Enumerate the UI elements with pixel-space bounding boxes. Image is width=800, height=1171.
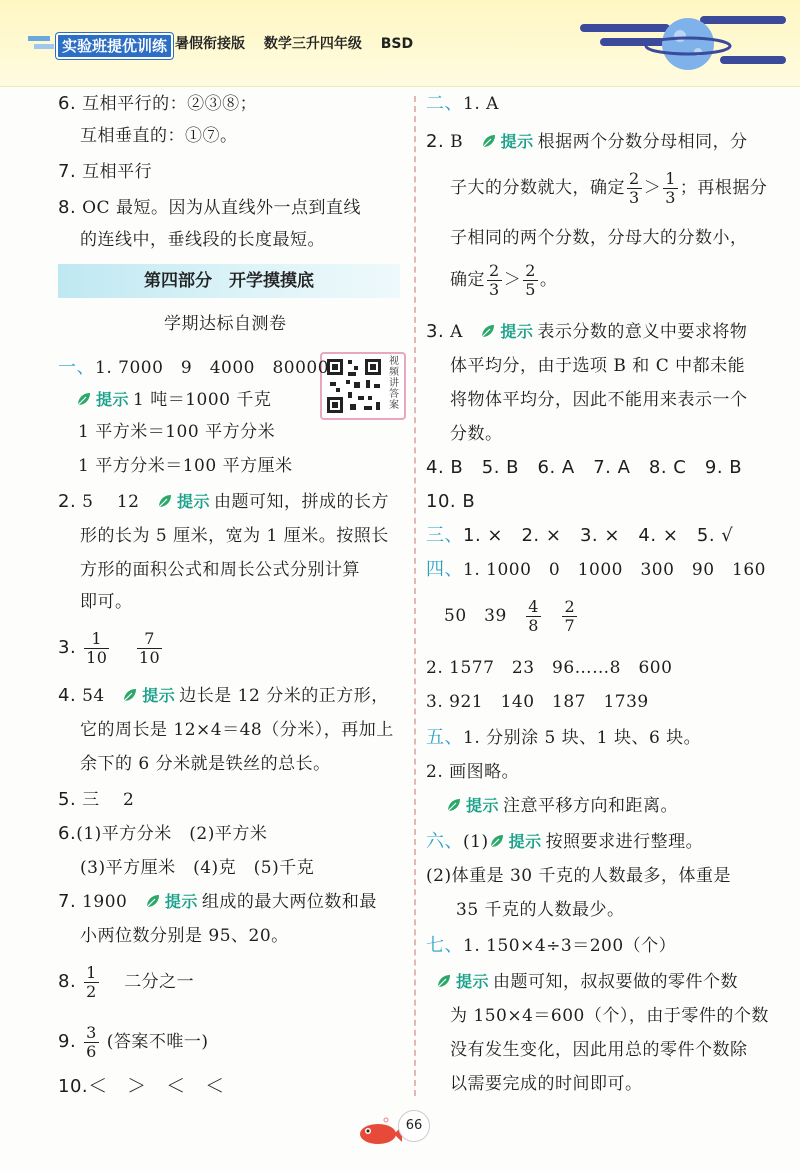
- brand-title: 实验班提优训练: [56, 33, 173, 59]
- leaf-icon: [122, 687, 138, 703]
- answer-line: 8. OC 最短。因为从直线外一点到直线: [58, 197, 361, 218]
- answer-line: 10. B: [426, 491, 476, 512]
- fraction: $\frac{4}{8}$: [528, 597, 539, 635]
- column-divider: [414, 96, 416, 1096]
- answer-line: 互相垂直的：①⑦。: [80, 126, 238, 146]
- answer-line: 方形的面积公式和周长公式分别计算: [80, 560, 360, 580]
- fraction: $\frac{1}{2}$: [86, 963, 97, 1001]
- qr-caption: 视频讲答案: [389, 356, 399, 411]
- answer-line: 2. 画图略。: [426, 762, 520, 782]
- answer-line: 5. 三 2: [58, 789, 135, 810]
- leaf-icon: [446, 797, 462, 813]
- answer-line: 的连线中，垂线段的长度最短。: [80, 230, 325, 250]
- answer-line: 4. B 5. B 6. A 7. A 8. C 9. B: [426, 457, 743, 478]
- answer-line: 七、1. 150×4÷3＝200（个）: [426, 935, 677, 956]
- answer-line: 子大的分数就大，确定 $\frac{2}{3}$ ＞ $\frac{1}{3}$ ；再根据分: [450, 169, 768, 207]
- page-number: 66: [398, 1110, 430, 1142]
- answer-line: 3. 921 140 187 1739: [426, 692, 649, 712]
- decoration-icon: [28, 32, 54, 58]
- qr-code[interactable]: [320, 352, 406, 420]
- header-subtitle: [175, 33, 427, 55]
- fraction: $\frac{1}{3}$: [665, 169, 676, 207]
- answer-line: 1 平方米＝100 平方分米: [78, 422, 276, 442]
- answer-line: 小两位数分别是 95、20。: [80, 926, 289, 946]
- answer-line: 即可。: [80, 592, 133, 612]
- answer-line: (2)体重是 30 千克的人数最多，体重是: [426, 866, 732, 886]
- fraction: $\frac{2}{7}$: [564, 597, 576, 635]
- answer-line: 35 千克的人数最少。: [456, 900, 625, 920]
- answer-line: 五、1. 分别涂 5 块、1 块、6 块。: [426, 727, 702, 748]
- answer-line: 2. 1577 23 96……8 600: [426, 658, 673, 678]
- leaf-icon: [76, 391, 92, 407]
- answer-line: 1 平方分米＝100 平方厘米: [78, 456, 293, 476]
- hint-line: 提示 由题可知，叔叔要做的零件个数: [436, 970, 738, 994]
- leaf-icon: [157, 493, 173, 509]
- part-title-banner: 第四部分 开学摸摸底: [58, 264, 400, 298]
- leaf-icon: [481, 133, 497, 149]
- qr-code-icon: [324, 356, 384, 416]
- answer-line: 为 150×4＝600（个），由于零件的个数: [450, 1006, 769, 1026]
- hint-line: 提示 注意平移方向和距离。: [446, 794, 678, 818]
- fraction: $\frac{2}{3}$: [629, 169, 640, 207]
- answer-line: 体平均分，由于选项 B 和 C 中都未能: [450, 356, 746, 376]
- answer-line: 分数。: [450, 424, 503, 444]
- planet-illustration-icon: [580, 6, 790, 82]
- answer-line: 二、1. A: [426, 93, 499, 114]
- answer-line: 7. 互相平行: [58, 161, 153, 182]
- answer-line: 6.(1)平方分米 (2)平方米: [58, 823, 268, 844]
- answer-line: 将物体平均分，因此不能用来表示一个: [450, 390, 748, 410]
- answer-line: (3)平方厘米 (4)克 (5)千克: [80, 858, 315, 878]
- answer-line: 9. $\frac{3}{6}$ (答案不唯一): [58, 1023, 209, 1061]
- answer-line: 一、1. 7000 9 4000 80000: [58, 357, 330, 378]
- answer-line: 10.＜ ＞ ＜ ＜: [58, 1075, 225, 1097]
- fish-mascot-icon: [356, 1114, 402, 1148]
- fraction: $\frac{1}{10}$: [86, 629, 108, 667]
- fraction: $\frac{7}{10}$: [138, 629, 161, 667]
- answer-line: 余下的 6 分米就是铁丝的总长。: [80, 754, 331, 774]
- answer-line: 没有发生变化，因此用总的零件个数除: [450, 1040, 748, 1060]
- answer-line: 50 39 $\frac{4}{8}$ $\frac{2}{7}$: [444, 597, 576, 635]
- answer-line: 3. $\frac{1}{10}$ $\frac{7}{10}$: [58, 629, 161, 667]
- leaf-icon: [480, 323, 496, 339]
- answer-line: 4. 54 提示 边长是 12 分米的正方形，: [58, 685, 389, 706]
- leaf-icon: [489, 833, 505, 849]
- publisher-label: BSD: [380, 36, 414, 52]
- subject-label: 数学三升四年级: [263, 36, 362, 52]
- answer-line: 三、1. × 2. × 3. × 4. × 5. √: [426, 525, 734, 546]
- answer-line: 形的长为 5 厘米，宽为 1 厘米。按照长: [80, 526, 389, 546]
- answer-line: 子相同的两个分数，分母大的分数小，: [450, 228, 748, 248]
- answer-line: 四、1. 1000 0 1000 300 90 160: [426, 559, 766, 580]
- answer-line: 6. 互相平行的：②③⑧；: [58, 93, 258, 114]
- page-header: [0, 0, 800, 87]
- leaf-icon: [436, 973, 452, 989]
- answer-line: 2. 5 12 提示 由题可知，拼成的长方: [58, 491, 389, 512]
- answer-line: 2. B 提示 根据两个分数分母相同，分: [426, 131, 748, 152]
- answer-line: 7. 1900 提示 组成的最大两位数和最: [58, 891, 377, 912]
- answer-line: 以需要完成的时间即可。: [450, 1074, 643, 1094]
- test-title: 学期达标自测卷: [164, 314, 287, 334]
- answer-line: 3. A 提示 表示分数的意义中要求将物: [426, 321, 748, 342]
- answer-line: 8. $\frac{1}{2}$ 二分之一: [58, 963, 195, 1001]
- fraction: $\frac{2}{5}$: [525, 261, 536, 299]
- answer-line: 确定 $\frac{2}{3}$ ＞ $\frac{2}{5}$ 。: [450, 261, 558, 299]
- hint-line: 提示 1 吨＝1000 千克: [76, 388, 271, 412]
- answer-line: 它的周长是 12×4＝48（分米），再加上: [80, 720, 394, 740]
- answer-line: 六、(1) 提示 按照要求进行整理。: [426, 831, 704, 852]
- edition-label: 暑假衔接版: [175, 36, 245, 52]
- leaf-icon: [145, 893, 161, 909]
- fraction: $\frac{2}{3}$: [489, 261, 500, 299]
- fraction: $\frac{3}{6}$: [86, 1023, 97, 1061]
